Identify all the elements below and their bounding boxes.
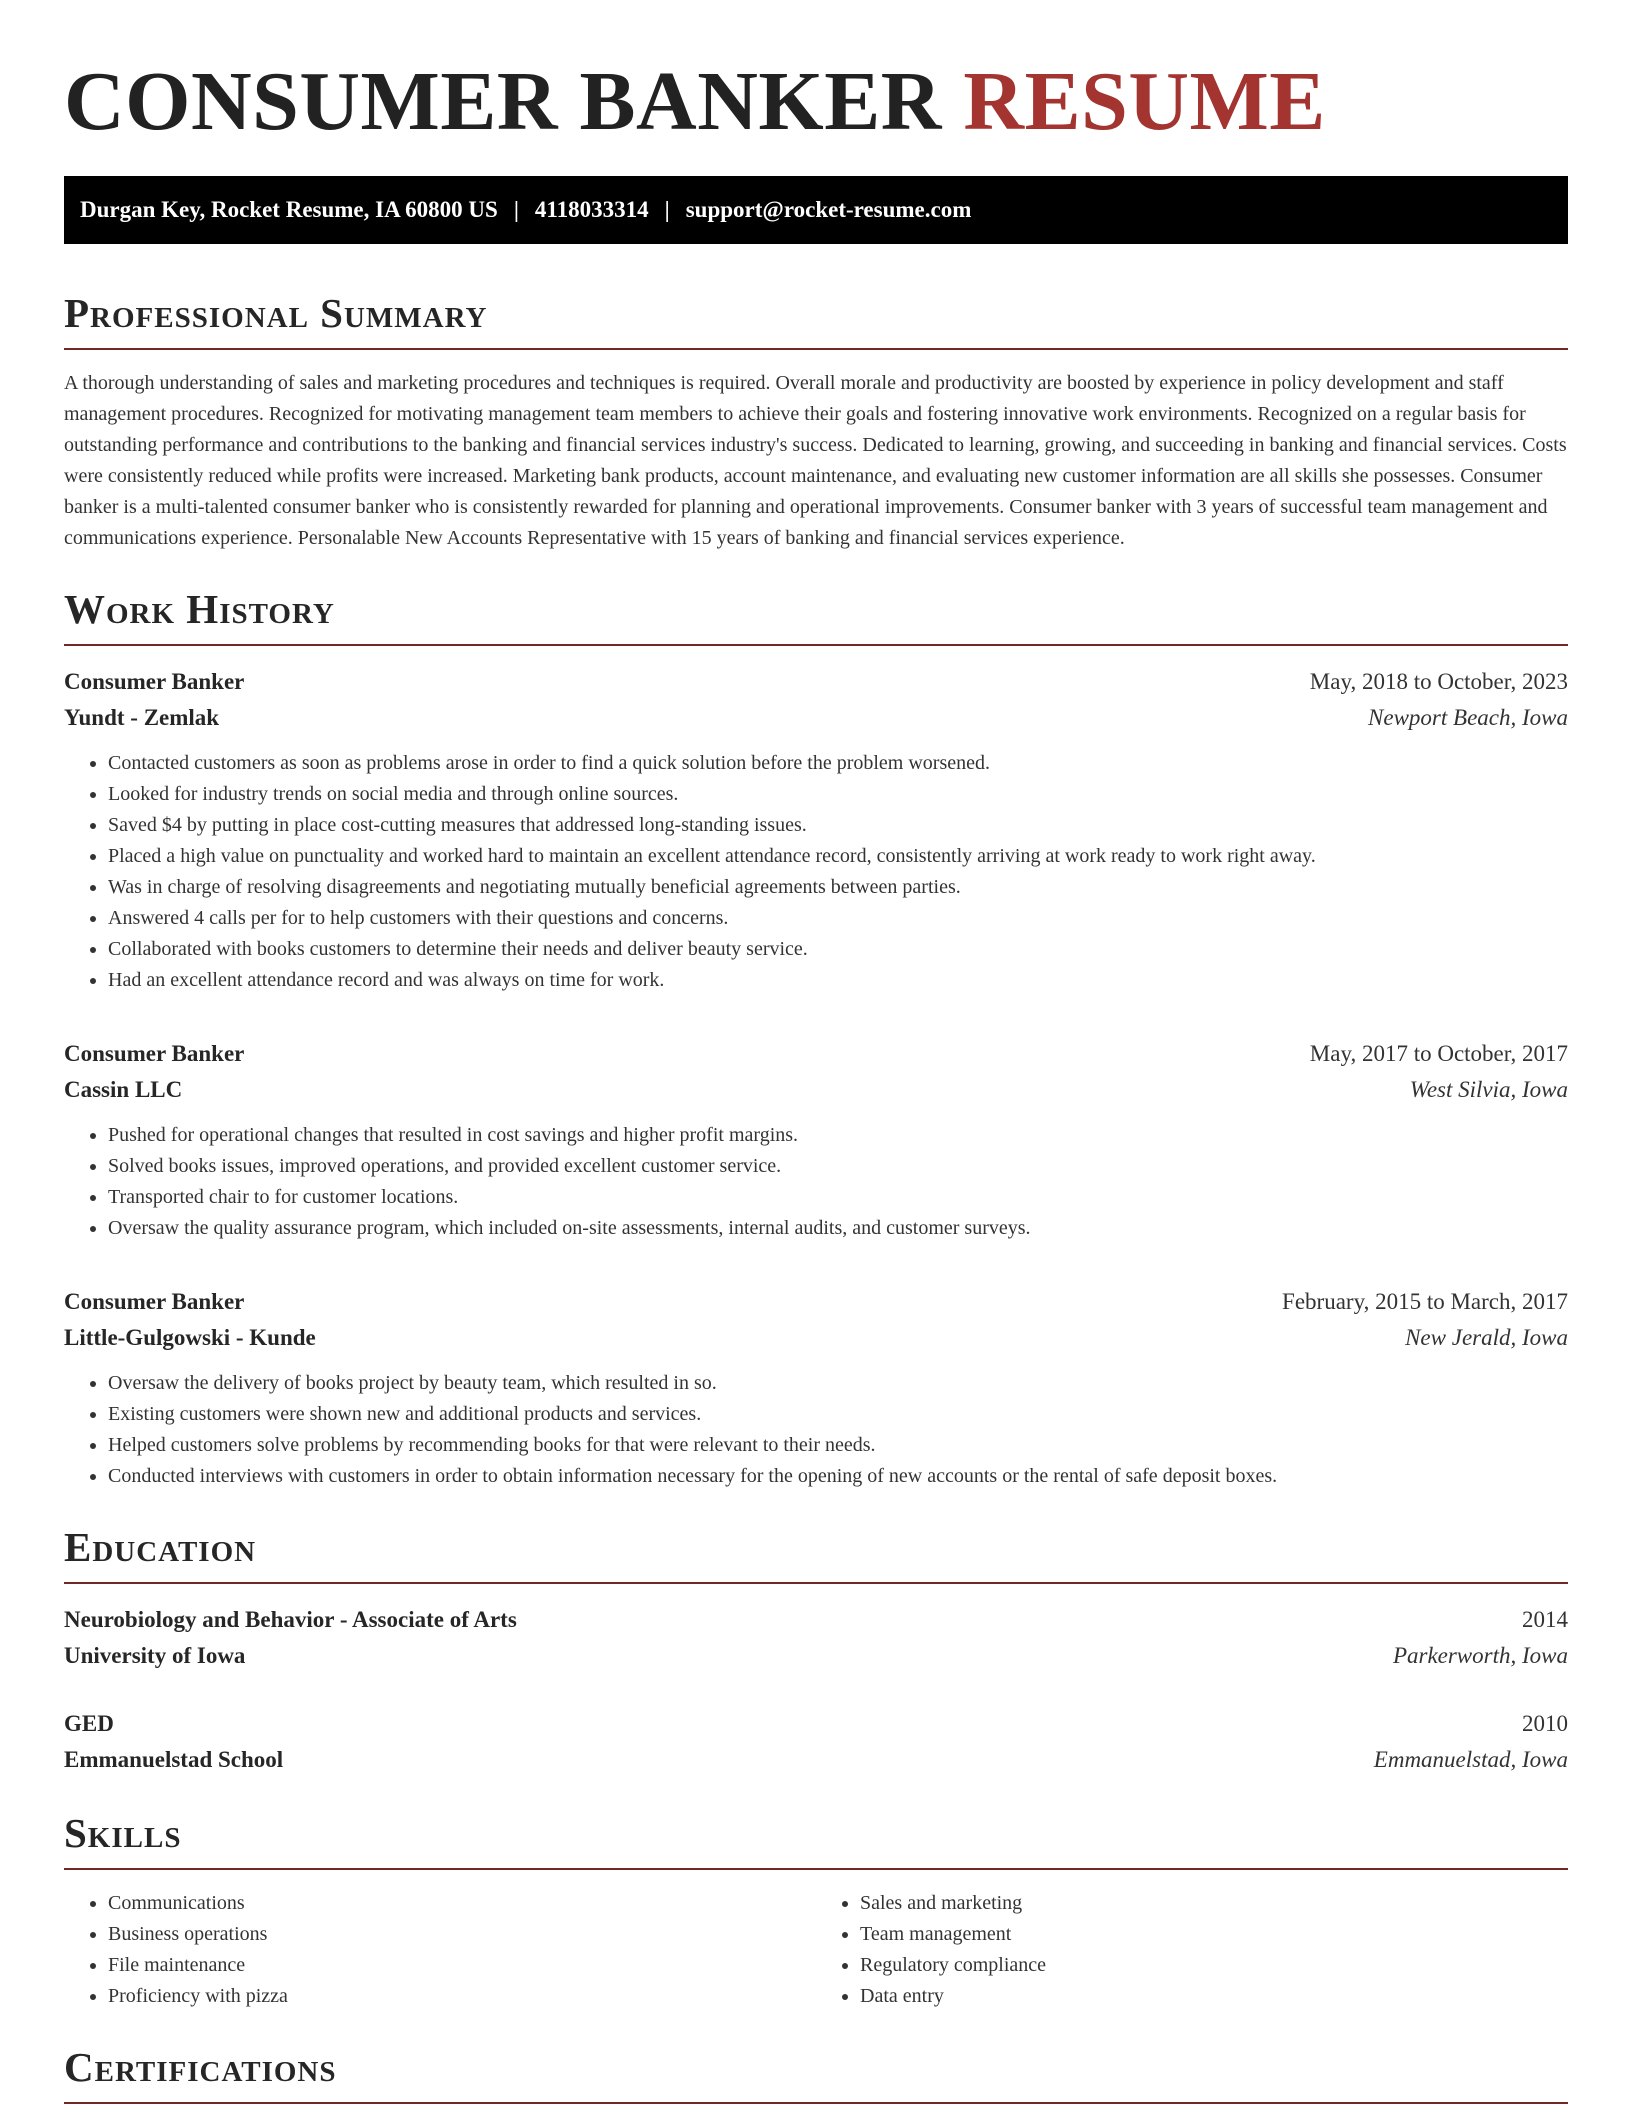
- job-dates: February, 2015 to March, 2017: [1282, 1289, 1568, 1314]
- contact-separator: |: [664, 197, 670, 222]
- title-main: CONSUMER BANKER: [64, 55, 942, 148]
- summary-text: A thorough understanding of sales and marketing procedures and techniques is required. Overall morale and productivity are boosted by experience in policy development and staff management procedures. Recognized for motivating management team members to achieve their goals and fostering innovative work environments. Recognized on a regular basis for outstanding performance and contributions to the banking and financial services industry's success. Dedicated to learning, growing, and succeeding in banking and financial services. Costs were consistently reduced while profits were increased. Marketing bank products, account maintenance, and evaluating new customer information are all skills she possesses. Consumer banker is a multi-talented consumer banker who is consistently rewarded for planning and operational improvements. Consumer banker with 3 years of successful team management and communications experience. Personalable New Accounts Representative with 15 years of banking and financial services experience.: [64, 372, 1567, 549]
- skills-column-left: [64, 1888, 816, 2012]
- resume-title: [64, 52, 1568, 152]
- job-company-row: [64, 700, 1568, 736]
- education-degree: Neurobiology and Behavior - Associate of Arts: [64, 1607, 517, 1632]
- section-heading: Education: [64, 1522, 1568, 1584]
- education-header-row: [64, 1706, 1568, 1742]
- job-bullet: • Solved books issues, improved operations, and provided excellent customer service.: [108, 1151, 1568, 1182]
- section-heading: Work History: [64, 584, 1568, 646]
- certifications-section: [64, 2042, 1568, 2104]
- job-header-row: [64, 1036, 1568, 1072]
- job-company: Yundt - Zemlak: [64, 705, 220, 730]
- job-location: New Jerald, Iowa: [1405, 1325, 1568, 1350]
- work-history-section: [64, 584, 1568, 1492]
- contact-phone: 4118033314: [534, 197, 649, 222]
- job-location: Newport Beach, Iowa: [1368, 705, 1568, 730]
- job-bullet: • Placed a high value on punctuality and worked hard to maintain an excellent attendance record, consistently arriving at work ready to work right away.: [108, 841, 1568, 872]
- job-bullet: • Saved $4 by putting in place cost-cutting measures that addressed long-standing issues.: [108, 810, 1568, 841]
- job-location: West Silvia, Iowa: [1409, 1077, 1568, 1102]
- education-entry: [64, 1706, 1568, 1778]
- job-dates: May, 2017 to October, 2017: [1309, 1041, 1568, 1066]
- job-entry: [64, 664, 1568, 996]
- title-accent: RESUME: [963, 55, 1326, 148]
- job-header-row: [64, 664, 1568, 700]
- education-school: Emmanuelstad School: [64, 1747, 284, 1772]
- contact-separator: |: [513, 197, 519, 222]
- professional-summary-section: [64, 288, 1568, 554]
- education-year: 2010: [1522, 1711, 1568, 1736]
- contact-email[interactable]: support@rocket-resume.com: [685, 197, 972, 222]
- education-school-row: [64, 1742, 1568, 1778]
- job-bullet: • Transported chair to for customer locations.: [108, 1182, 1568, 1213]
- job-bullet: • Had an excellent attendance record and was always on time for work.: [108, 965, 1568, 996]
- skill-item: • Communications: [108, 1888, 816, 1919]
- job-bullets: [64, 748, 1568, 996]
- education-school-row: [64, 1638, 1568, 1674]
- job-bullet: • Pushed for operational changes that resulted in cost savings and higher profit margins.: [108, 1120, 1568, 1151]
- skills-column-right: [816, 1888, 1568, 2012]
- job-company-row: [64, 1072, 1568, 1108]
- section-heading: Professional Summary: [64, 288, 1568, 350]
- skills-grid: [64, 1888, 1568, 2012]
- section-heading: Certifications: [64, 2042, 1568, 2104]
- job-title: Consumer Banker: [64, 669, 245, 694]
- education-entry: [64, 1602, 1568, 1674]
- skill-item: • Proficiency with pizza: [108, 1981, 816, 2012]
- job-bullets: [64, 1368, 1568, 1492]
- skill-item: • Sales and marketing: [860, 1888, 1568, 1919]
- job-company-row: [64, 1320, 1568, 1356]
- job-entry: [64, 1284, 1568, 1492]
- job-bullet: • Oversaw the quality assurance program, which included on-site assessments, internal audits, and customer surveys.: [108, 1213, 1568, 1244]
- job-bullet: • Answered 4 calls per for to help customers with their questions and concerns.: [108, 903, 1568, 934]
- job-title: Consumer Banker: [64, 1289, 245, 1314]
- job-entry: [64, 1036, 1568, 1244]
- job-title: Consumer Banker: [64, 1041, 245, 1066]
- skill-item: • Business operations: [108, 1919, 816, 1950]
- job-company: Little-Gulgowski - Kunde: [64, 1325, 316, 1350]
- job-bullet: • Existing customers were shown new and additional products and services.: [108, 1399, 1568, 1430]
- job-header-row: [64, 1284, 1568, 1320]
- education-location: Emmanuelstad, Iowa: [1373, 1747, 1568, 1772]
- job-bullet: • Contacted customers as soon as problems arose in order to find a quick solution before the problem worsened.: [108, 748, 1568, 779]
- education-degree: GED: [64, 1711, 114, 1736]
- job-bullets: [64, 1120, 1568, 1244]
- job-bullet: • Looked for industry trends on social media and through online sources.: [108, 779, 1568, 810]
- education-year: 2014: [1522, 1607, 1568, 1632]
- education-location: Parkerworth, Iowa: [1392, 1643, 1568, 1668]
- job-bullet: • Oversaw the delivery of books project by beauty team, which resulted in so.: [108, 1368, 1568, 1399]
- education-school: University of Iowa: [64, 1643, 246, 1668]
- skills-section: [64, 1808, 1568, 2012]
- job-dates: May, 2018 to October, 2023: [1309, 669, 1568, 694]
- skill-item: • Data entry: [860, 1981, 1568, 2012]
- job-bullet: • Conducted interviews with customers in order to obtain information necessary for the opening of new accounts or the rental of safe deposit boxes.: [108, 1461, 1568, 1492]
- skill-item: • Regulatory compliance: [860, 1950, 1568, 1981]
- education-section: [64, 1522, 1568, 1778]
- job-bullet: • Helped customers solve problems by recommending books for that were relevant to their needs.: [108, 1430, 1568, 1461]
- job-company: Cassin LLC: [64, 1077, 183, 1102]
- skill-item: • Team management: [860, 1919, 1568, 1950]
- section-heading: Skills: [64, 1808, 1568, 1870]
- contact-bar: [64, 176, 1568, 244]
- education-header-row: [64, 1602, 1568, 1638]
- job-bullet: • Was in charge of resolving disagreements and negotiating mutually beneficial agreements between parties.: [108, 872, 1568, 903]
- contact-address: Durgan Key, Rocket Resume, IA 60800 US: [80, 197, 498, 222]
- job-bullet: • Collaborated with books customers to determine their needs and deliver beauty service.: [108, 934, 1568, 965]
- skill-item: • File maintenance: [108, 1950, 816, 1981]
